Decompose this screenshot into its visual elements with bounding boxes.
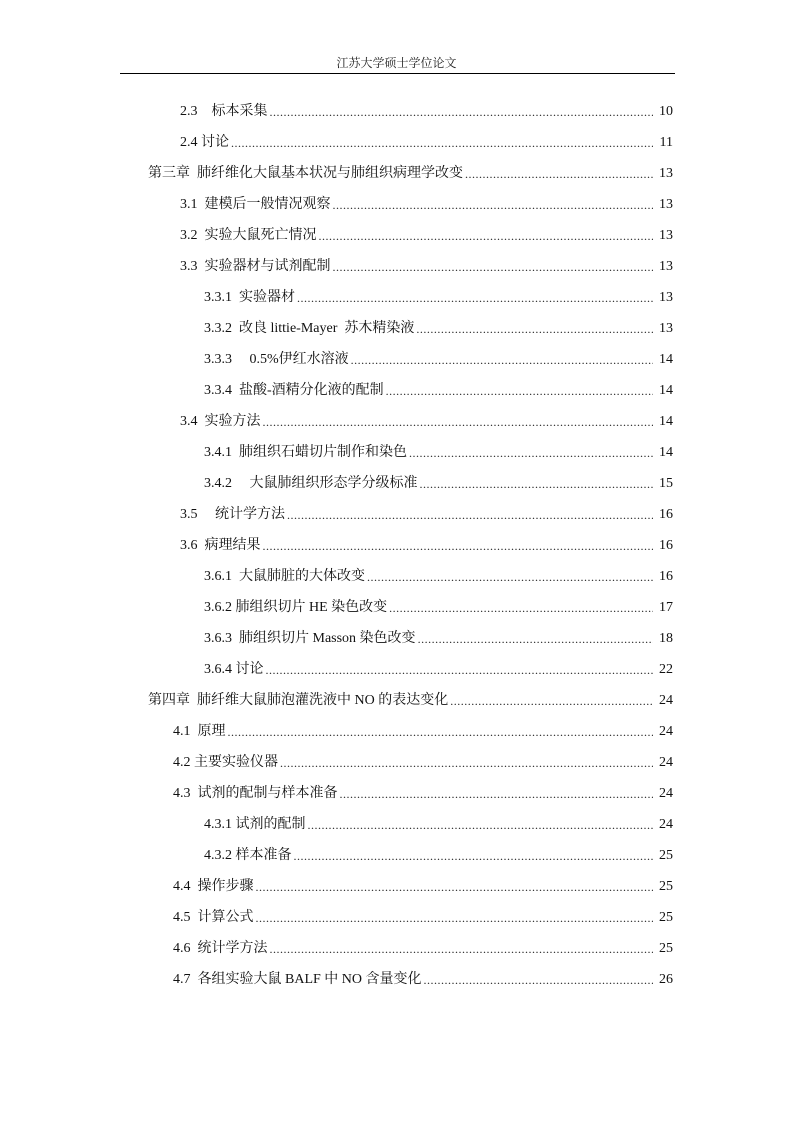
toc-entry[interactable] — [148, 159, 673, 183]
toc-entry[interactable] — [180, 190, 673, 214]
toc-entry-label: 3.6.2 肺组织切片 HE 染色改变 — [204, 600, 388, 615]
toc-entry-label: 4.6 统计学方法 — [173, 941, 268, 956]
toc-entry-label: 3.6.4 讨论 — [204, 662, 264, 677]
toc-entry-page: 13 — [659, 228, 673, 243]
toc-entry[interactable] — [204, 624, 673, 648]
toc-entry-label: 第三章 肺纤维化大鼠基本状况与肺组织病理学改变 — [148, 166, 463, 181]
toc-entry-label: 3.2 实验大鼠死亡情况 — [180, 228, 317, 243]
toc-entry[interactable] — [204, 562, 673, 586]
dot-leader — [256, 878, 654, 896]
toc-entry-page: 22 — [659, 662, 673, 677]
toc-entry-page: 14 — [659, 352, 673, 367]
toc-entry-label: 2.4 讨论 — [180, 135, 229, 150]
toc-entry[interactable] — [180, 407, 673, 431]
dot-leader — [420, 475, 654, 493]
toc-entry-page: 16 — [659, 569, 673, 584]
dot-leader — [228, 723, 654, 741]
dot-leader — [351, 351, 653, 369]
toc-entry-page: 13 — [659, 197, 673, 212]
toc-entry[interactable] — [173, 934, 673, 958]
header-divider — [120, 73, 675, 74]
toc-entry-label: 4.4 操作步骤 — [173, 879, 254, 894]
toc-entry[interactable] — [173, 903, 673, 927]
toc-entry-page: 13 — [659, 321, 673, 336]
dot-leader — [294, 847, 654, 865]
toc-entry-label: 3.3.2 改良 littie-Mayer 苏木精染液 — [204, 321, 415, 336]
toc-entry[interactable] — [204, 469, 673, 493]
toc-entry[interactable] — [180, 252, 673, 276]
toc-entry-label: 3.1 建模后一般情况观察 — [180, 197, 331, 212]
toc-entry-page: 17 — [659, 600, 673, 615]
toc-entry-page: 11 — [659, 135, 673, 150]
toc-entry-page: 14 — [659, 445, 673, 460]
toc-entry-page: 13 — [659, 166, 673, 181]
toc-entry[interactable] — [204, 841, 673, 865]
toc-entry-page: 26 — [659, 972, 673, 987]
toc-entry-page: 14 — [659, 383, 673, 398]
dot-leader — [418, 630, 653, 648]
toc-entry-label: 3.4.1 肺组织石蜡切片制作和染色 — [204, 445, 407, 460]
dot-leader — [465, 165, 653, 183]
toc-entry-page: 25 — [659, 941, 673, 956]
toc-entry-label: 3.3.1 实验器材 — [204, 290, 295, 305]
dot-leader — [266, 661, 654, 679]
dot-leader — [333, 196, 654, 214]
dot-leader — [297, 289, 653, 307]
dot-leader — [287, 506, 653, 524]
toc-entry-page: 10 — [659, 104, 673, 119]
toc-entry[interactable] — [204, 283, 673, 307]
toc-entry-page: 18 — [659, 631, 673, 646]
toc-entry-label: 3.6.1 大鼠肺脏的大体改变 — [204, 569, 365, 584]
toc-entry-page: 13 — [659, 290, 673, 305]
toc-entry[interactable] — [173, 872, 673, 896]
dot-leader — [256, 909, 654, 927]
toc-entry-label: 3.4.2 大鼠肺组织形态学分级标准 — [204, 476, 418, 491]
toc-entry[interactable] — [148, 686, 673, 710]
toc-entry-label: 第四章 肺纤维大鼠肺泡灌洗液中 NO 的表达变化 — [148, 693, 449, 708]
dot-leader — [280, 754, 653, 772]
running-header: 江苏大学硕士学位论文 — [336, 56, 457, 70]
toc-entry-label: 4.1 原理 — [173, 724, 226, 739]
toc-entry-label: 3.5 统计学方法 — [180, 507, 285, 522]
toc-entry-page: 15 — [659, 476, 673, 491]
toc-entry[interactable] — [204, 438, 673, 462]
toc-entry-label: 4.3 试剂的配制与样本准备 — [173, 786, 338, 801]
dot-leader — [270, 103, 654, 121]
toc-entry-label: 4.3.2 样本准备 — [204, 848, 292, 863]
toc-entry-label: 3.4 实验方法 — [180, 414, 261, 429]
toc-entry[interactable] — [173, 717, 673, 741]
toc-entry-label: 4.2 主要实验仪器 — [173, 755, 278, 770]
toc-entry[interactable] — [180, 531, 673, 555]
toc-entry-page: 24 — [659, 724, 673, 739]
toc-entry-page: 24 — [659, 786, 673, 801]
toc-entry-label: 3.3.4 盐酸-酒精分化液的配制 — [204, 383, 384, 398]
toc-entry-page: 16 — [659, 538, 673, 553]
dot-leader — [263, 413, 654, 431]
toc-entry[interactable] — [173, 779, 673, 803]
toc-entry-page: 13 — [659, 259, 673, 274]
toc-entry-label: 4.3.1 试剂的配制 — [204, 817, 306, 832]
toc-entry[interactable] — [204, 593, 673, 617]
toc-entry-page: 24 — [659, 693, 673, 708]
toc-entry-label: 3.3 实验器材与试剂配制 — [180, 259, 331, 274]
toc-entry[interactable] — [180, 221, 673, 245]
dot-leader — [319, 227, 654, 245]
toc-entry[interactable] — [204, 314, 673, 338]
dot-leader — [416, 320, 653, 338]
dot-leader — [231, 134, 653, 152]
toc-entry-label: 3.3.3 0.5%伊红水溶液 — [204, 352, 349, 367]
dot-leader — [386, 382, 653, 400]
toc-entry-label: 3.6 病理结果 — [180, 538, 261, 553]
dot-leader — [389, 599, 653, 617]
toc-entry-label: 3.6.3 肺组织切片 Masson 染色改变 — [204, 631, 416, 646]
toc-entry-label: 4.7 各组实验大鼠 BALF 中 NO 含量变化 — [173, 972, 422, 987]
dot-leader — [333, 258, 654, 276]
toc-entry-label: 4.5 计算公式 — [173, 910, 254, 925]
toc-entry-page: 25 — [659, 848, 673, 863]
toc-entry-page: 14 — [659, 414, 673, 429]
dot-leader — [340, 785, 654, 803]
toc-entry-page: 24 — [659, 817, 673, 832]
toc-entry[interactable] — [204, 810, 673, 834]
toc-entry-label: 2.3 标本采集 — [180, 104, 268, 119]
toc-entry-page: 25 — [659, 910, 673, 925]
toc-entry[interactable] — [204, 376, 673, 400]
toc-entry[interactable] — [173, 748, 673, 772]
dot-leader — [263, 537, 654, 555]
toc-entry[interactable] — [180, 97, 673, 121]
dot-leader — [308, 816, 654, 834]
toc-entry-page: 25 — [659, 879, 673, 894]
toc-entry[interactable] — [173, 965, 673, 989]
toc-entry[interactable] — [180, 500, 673, 524]
toc-entry-page: 24 — [659, 755, 673, 770]
dot-leader — [367, 568, 653, 586]
dot-leader — [270, 940, 654, 958]
dot-leader — [409, 444, 653, 462]
dot-leader — [424, 971, 653, 989]
dot-leader — [450, 692, 653, 710]
toc-entry[interactable] — [204, 655, 673, 679]
toc-entry[interactable] — [180, 128, 673, 152]
toc-entry[interactable] — [204, 345, 673, 369]
toc-entry-page: 16 — [659, 507, 673, 522]
